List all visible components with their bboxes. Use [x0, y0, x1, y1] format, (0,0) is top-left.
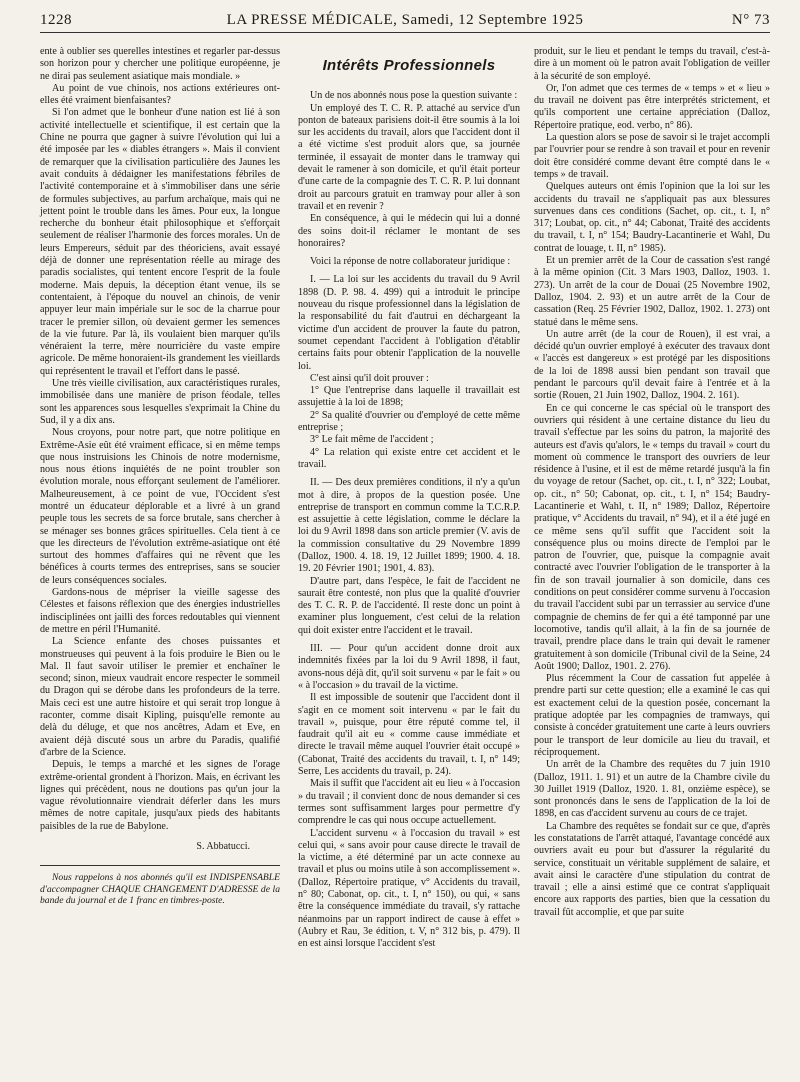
paragraph: 3° Le fait même de l'accident ;: [310, 434, 434, 446]
page-header: [40, 10, 770, 33]
paragraph: 2° Sa qualité d'ouvrier ou d'employé de cette même entreprise ;: [298, 409, 520, 434]
paragraph: III. — Pour qu'un accident donne droit aux indemnités fixées par la loi du 9 Avril 1898, il faut, avons-nous déjà dit, qu'il soit survenu « par le fait » ou « à l'occasion » du travail de la victime.: [298, 643, 520, 691]
paragraph: La Chambre des requêtes se fondait sur ce que, d'après les constatations de l'arrêt attaqué, l'avantage concédé aux ouvriers avait eu pour but d'assurer la régularité du service, constituait un véritable supplément de salaire, et avait ainsi le caractère d'une stipulation du contrat de travail ; elle a ainsi estimé que ce contrat s'appliquait encore aux rapports des parties, bien que la cessation du travail fût accomplie, et que par suite: [534, 820, 770, 918]
paragraph: Depuis, le temps a marché et les signes de l'orage extrême-oriental grondent à l'horizon. Mais, en écrivant les lignes qui précèdent, nous ne doutions pas qu'un jour la vague révolutionnaire viendrait déferler dans les murs mêmes de notre capitale, jusqu'aux pieds des habitants paisibles de la rue de Babylone.: [40, 759, 280, 832]
column-middle: [298, 46, 520, 950]
paragraph: D'autre part, dans l'espèce, le fait de l'accident ne saurait être contesté, non plus que la qualité d'ouvrier des T. C. R. P. de l'accidenté. Il reste donc un point à examiner plus longuement, c'est celui de la relation qui doit exister entre l'accident et le travail.: [298, 575, 520, 636]
masthead: LA PRESSE MÉDICALE, Samedi, 12 Septembre 1925: [226, 12, 584, 28]
paragraph: Au point de vue chinois, nos actions extérieures ont-elles été vraiment bienfaisantes?: [40, 82, 280, 107]
paragraph: ente à oublier ses querelles intestines et regarler par-dessus son horizon pour y chercher une politique européenne, je ne dirai pas seulement asiatique mais mondiale. »: [40, 46, 280, 82]
paragraph: Un arrêt de la Chambre des requêtes du 7 juin 1910 (Dalloz, 1911. 1. 91) et un autre de la Chambre civile du 30 Juillet 1919 (Dalloz, 1920. 1. 81, onzième espèce), se sont prononcés dans le sens de l'application de la loi de 1898, en cas d'accident survenu au cours de ce trajet.: [534, 759, 770, 820]
paragraph: 1° Que l'entreprise dans laquelle il travaillait est assujettie à la loi de 1898;: [298, 385, 520, 409]
issue-number: N° 73: [731, 12, 770, 28]
paragraph: Une très vieille civilisation, aux caractéristiques rurales, immobilisée dans une manière de prison féodale, telles sont les apparences sous lesquelles s'exprimait la Chine du Sud, il y a dix ans.: [40, 378, 280, 426]
paragraph: La Science enfante des choses puissantes et monstrueuses qui peuvent à la fois produire le Bien ou le Mal. Il faut savoir utiliser le premier et enchaîner le second; sinon, mieux vaudrait encore respecter le sommeil du Dragon qui se dérobe dans les profondeurs de la terre. Mais ceci est une autre histoire et qui serait trop longue à raconter, comme disait Kipling, puisqu'elle remonte au delà du déluge, et que nos ancêtres, Adam et Eve, en avaient déjà discuté sous un arbre du Paradis, qualifié d'arbre de la Science.: [40, 636, 280, 758]
paragraph: C'est ainsi qu'il doit prouver :: [310, 372, 429, 384]
paragraph: Or, l'on admet que ces termes de « temps » et « lieu » du travail ne doivent pas être interprétés strictement, et qu'ils comportent une certaine appréciation (Dalloz, Répertoire pratique, eod. verbo, n° 86).: [534, 82, 770, 131]
paragraph: La question alors se pose de savoir si le trajet accompli par l'ouvrier pour se rendre à son travail et pour en revenir doit être considéré comme devant être compté dans le « temps » de travail.: [534, 132, 770, 180]
paragraph: produit, sur le lieu et pendant le temps du travail, c'est-à-dire à un moment où le patron avait l'obligation de veiller à la sécurité de son employé.: [534, 46, 770, 82]
paragraph: Nous croyons, pour notre part, que notre politique en Extrême-Asie eût été vraiment efficace, si en même temps que nous instruisions les Chinois de notre modernisme, nous nous étions inquiétés de ne point troubler son évolution morale, nous efforçant seulement de l'améliorer. Malheureusement, à ce point de vue, l'Occident s'est montré un éducateur déplorable et a livré à un grand peuple tous les secrets de sa force brutale, sans chercher à se ménager ses bonnes grâces spirituelles. Cela tient à ce que les directeurs de l'évolution extrême-asiatique ont été surtout des hommes d'affaires qui ne rêvent que les bénéfices à courts termes des entreprises, sans se soucier de leurs conséquences sociales.: [40, 427, 280, 586]
paragraph: Gardons-nous de mépriser la vieille sagesse des Célestes et faisons réflexion que des énergies industrielles indisciplinées ont jailli des forces redoutables qui viennent de mettre en péril l'Humanité.: [40, 587, 280, 635]
subscriber-notice: Nous rappelons à nos abonnés qu'il est INDISPENSABLE d'accompagner CHAQUE CHANGEMENT D'ADRESSE de la bande du journal et de 1 franc en timbres-poste.: [40, 872, 280, 907]
column-right: [534, 46, 770, 919]
paragraph: En ce qui concerne le cas spécial où le transport des ouvriers qui résident à une certaine distance du lieu du travail s'effectue par les soins du patron, la majorité des auteurs est d'avis qu'alors, le « temps du travail » court du moment où commence le transport des ouvriers de leur résidence à l'usine, et il est de même retardé jusqu'à la fin du voyage de retour (Sachet, op. cit., t. I, n° 322; Loubat, op. cit., n° 50; Cabonat, op. cit., t. I, n° 154; Baudry-Lacantinerie et Wahl, t. II, n° 1989; Dalloz, Répertoire pratique, v° Accidents du travail, n° 94), et il a été jugé en ce même sens qu'il suffit que l'accident soit la conséquence plus ou moins directe de l'emploi par le patron de l'ouvrier, que, puisque la compagnie avait contracté avec l'ouvrier l'obligation de le transporter à la fin de son travail journalier à son domicile, dans ces conditions on peut considérer comme survenu à l'occasion du travail l'accident subi par un terrassier au service d'une compagnie de chemins de fer qui a été tamponné par une locomotive, tandis qu'il allait, à la fin de sa journée de travail, prendre place dans le train qui devait le ramener gratuitement à son domicile (Tribunal civil de la Seine, 24 Août 1900; Dalloz, 1901. 2. 276).: [534, 402, 770, 672]
page-number: 1228: [40, 12, 72, 28]
section-title: Intérêts Professionnels: [322, 57, 496, 74]
paragraph: Un autre arrêt (de la cour de Rouen), il est vrai, a décidé qu'un ouvrier employé à exécuter des travaux dont « l'accès est dangereux » est protégé par les dispositions de la loi de 1898 aussi bien pendant son travail que pendant le parcours qu'il devait faire à l'entrée et à la sortie (Rouen, 21 Juin 1902, Dalloz, 1904. 2. 161).: [534, 328, 770, 402]
column-left: [40, 46, 280, 907]
paragraph: Plus récemment la Cour de cassation fut appelée à prendre parti sur cette question; elle a examiné le cas qui est exactement celui de la question posée, concernant la pratique adoptée par les compagnies de tramways, qui consiste à concéder gratuitement une carte à leurs ouvriers pour le transport de leur domicile au lieu du travail, et réciproquement.: [534, 673, 770, 758]
paragraph: I. — La loi sur les accidents du travail du 9 Avril 1898 (D. P. 98. 4. 499) qui a introduit le principe nouveau du risque professionnel dans la législation de la responsabilité du fait d'autrui en déchargeant la victime d'un accident de prouver la faute du patron, soumet cependant l'accident à l'obligation d'établir certains faits pour obtenir l'application de la nouvelle loi.: [298, 274, 520, 372]
paragraph: Un employé des T. C. R. P. attaché au service d'un ponton de bateaux parisiens doit-il être soumis à la loi sur les accidents du travail, alors que l'accident dont il a été victime s'est produit alors que, sa journée terminée, il essayait de monter dans le tramway qui devait le ramener à son domicile, et qu'il était porteur d'une carte de la compagnie des T. C. R. P. lui donnant droit au parcours gratuit en tramway pour aller à son travail et en revenir ?: [298, 102, 520, 212]
divider: [40, 865, 280, 866]
author-signature: S. Abbatucci.: [196, 841, 250, 852]
paragraph: Un de nos abonnés nous pose la question suivante :: [310, 90, 518, 102]
paragraph: Il est impossible de soutenir que l'accident dont il s'agit en ce moment soit intervenu « par le fait du travail », puisque, pour être réputé comme tel, il faudrait qu'il ait eu « comme cause immédiate et directe le travail même auquel l'ouvrier était occupé » (Cabonat, Traité des accidents du travail, t. I, n° 149; Serre, Les accidents du travail, p. 24).: [298, 692, 520, 778]
paragraph: Voici la réponse de notre collaborateur juridique :: [310, 256, 511, 268]
paragraph: L'accident survenu « à l'occasion du travail » est celui qui, « sans avoir pour cause directe le travail de la victime, a été déterminé par un acte connexe au travail et plus ou moins utile à son accomplissement ». (Dalloz, Répertoire pratique, v° Accidents du travail, n° 80; Cabonat, op. cit., t. I, n° 150), ou qui, « sans être la conséquence immédiate du travail, s'y rattache néanmoins par un rapport indirect de cause à effet » (Aubry et Rau, 3e édition, t. V, n° 312 bis, p. 479). Il en est ainsi lorsque l'accident s'est: [298, 827, 520, 950]
paragraph: Quelques auteurs ont émis l'opinion que la loi sur les accidents du travail ne s'appliquait pas aux blessures survenues dans ces conditions (Sachet, op. cit., t. I, n° 317; Loubat, op. cit., n° 44; Cabonat, Traité des accidents du travail, t. I, n° 154; Baudry-Lacantinerie et Wahl, Du contrat de louage, t. II, n° 1985).: [534, 181, 770, 254]
paragraph: Mais il suffit que l'accident ait eu lieu « à l'occasion » du travail ; il convient donc de nous demander si ces termes sont suffisamment larges pour permettre d'y comprendre le cas qui nous occupe actuellement.: [298, 778, 520, 827]
paragraph: 4° La relation qui existe entre cet accident et le travail.: [298, 446, 520, 470]
paragraph: En conséquence, à qui le médecin qui lui a donné des soins doit-il réclamer le montant de ses honoraires?: [298, 213, 520, 249]
paragraph: Si l'on admet que le bonheur d'une nation est lié à son activité intellectuelle et scientifique, il est certain que la Chine ne pourra que gagner à suivre l'évolution qui lui a été imposée par les « diables étrangers ». Mais il convient de remarquer que la civilisation particulière des Jaunes les avait conduits à dédaigner les manifestations fébriles de l'activité contemporaine et à s'immobiliser dans une série de formules subjectives, au parfum archaïque, mais qui ne jettent point le trouble dans les âmes. Pour eux, la longue recherche du bonheur était philosophique et s'efforçait seulement de réaliser l'harmonie des forces morales. Un de leurs Empereurs, séduit par des théoriciens, avait essayé déjà de donner une représentation réelle au mirage des paradis socialistes, qui tentent encore l'esprit de la foule moderne. Mais depuis, la déception étant venue, ils se contentaient, à l'époque du nouvel an chinois, de venir appuyer leur main impériale sur le soc de la charrue pour tracer le premier sillon, où devaient germer les semences de la vie future. Par là, ils voulaient bien marquer qu'ils vénéraient la terre, mère nourricière du vaste empire agricole. De même honoraient-ils grandement les vieillards qui représentent le travail et l'effort dans le passé.: [40, 107, 280, 377]
paragraph: Et un premier arrêt de la Cour de cassation s'est rangé à la même opinion (Cit. 3 Mars 1903, Dalloz, 1903. 1. 273). Un arrêt de la cour de Douai (25 Novembre 1902, Dalloz, 1904. 2. 93) et un autre arrêt de la Cour de cassation (Req. 25 Février 1902, Dalloz, 1902. 1. 273) ont statué dans le même sens.: [534, 255, 770, 328]
paragraph: II. — Des deux premières conditions, il n'y a qu'un mot à dire, à propos de la question posée. Une entreprise de transport en commun comme la T.C.R.P. est assujettie à cette législation, comme le déclare la loi du 9 Avril 1898 dans son article premier (V. avis de la commission consultative du 29 Novembre 1899 (Dalloz, 1900. 4. 18. 19, 12 Juillet 1899; 1900. 4. 18. 19. 20 Février 1901; 1901, 4. 83).: [298, 477, 520, 575]
